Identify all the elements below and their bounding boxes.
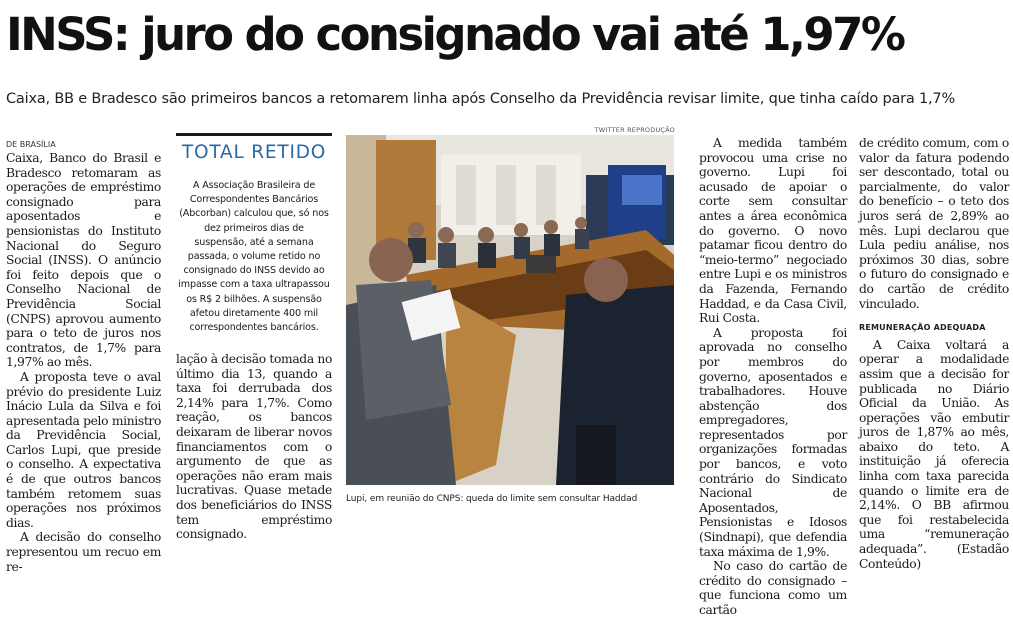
box-text: A Associação Brasileira de Correspondentes Bancários (Abcorban) calculou que, só nos dez primeiros dias de suspensão, até a semana passada, o volume retido no consignado do INSS devido ao impasse com a taxa ultrapassou os R$ 2 bilhões. A suspensão afetou diretamente 400 mil correspondentes bancários. — [178, 180, 330, 334]
box-title: TOTAL RETIDO — [181, 142, 327, 163]
article-column-3 — [699, 136, 847, 618]
paragraph: Caixa, Banco do Brasil e Bradesco retomaram as operações de empréstimo consignado para aposentados e pensionistas do Instituto Nacional do Seguro Social (INSS). O anúncio foi feito depois que o Conselho Nacional de Previdência Social (CNPS) aprovou aumento para o teto de juros nos contratos, de 1,7% para 1,97% ao mês. — [6, 151, 161, 370]
headline: INSS: juro do consignado vai até 1,97% — [6, 8, 904, 61]
article-column-2 — [176, 352, 332, 542]
article-column-1 — [6, 151, 161, 574]
paragraph: A proposta teve o aval prévio do presidente Luiz Inácio Lula da Silva e foi apresentada pelo ministro da Previdência Social, Carlos Lupi, que preside o conselho. A expectativa é de que outros bancos também retomem suas operações nos próximos dias. — [6, 369, 161, 530]
section-subtitle: REMUNERAÇÃO ADEQUADA — [859, 323, 986, 333]
paragraph: A proposta foi aprovada no conselho por membros do governo, aposentados e trabalhadores. Houve abstenção dos empregadores, representados por organizações formadas por bancos, e voto contrário do Sindicato Nacional de Aposentados, Pensionistas e Idosos (Sindnapi), que defendia taxa máxima de 1,9%. — [699, 325, 847, 559]
paragraph: lação à decisão tomada no último dia 13, quando a taxa foi derrubada dos 2,14% para 1,7%. Como reação, os bancos deixaram de liberar novos financiamentos com o argumento de que as operações não eram mais lucrativas. Quase metade dos beneficiários do INSS tem empréstimo consignado. — [176, 352, 332, 542]
photo-caption: Lupi, em reunião do CNPS: queda do limite sem consultar Haddad — [346, 494, 638, 504]
photo-credit: TWITTER REPRODUÇÃO — [594, 126, 675, 134]
paragraph: No caso do cartão de crédito do consignado – que funciona como um cartão — [699, 559, 847, 617]
meeting-photo — [346, 135, 674, 485]
paragraph: A medida também provocou uma crise no governo. Lupi foi acusado de apoiar o corte sem consultar antes a área econômica do governo. O novo patamar ficou dentro do “meio-termo” negociado entre Lupi e os ministros da Fazenda, Fernando Haddad, e da Casa Civil, Rui Costa. — [699, 136, 847, 326]
paragraph: de crédito comum, com o valor da fatura podendo ser descontado, total ou parcialmente, do valor do benefício – o teto dos juros será de 2,89% ao mês. Lupi declarou que Lula pediu análise, nos próximos 30 dias, sobre o futuro do consignado e do cartão de crédito vinculado. — [859, 136, 1009, 311]
box-top-rule — [176, 133, 332, 136]
dateline: DE BRASÍLIA — [6, 140, 56, 149]
subheadline: Caixa, BB e Bradesco são primeiros bancos a retomarem linha após Conselho da Previdência revisar limite, que tinha caído para 1,7% — [6, 91, 956, 107]
paragraph: A Caixa voltará a operar a modalidade assim que a decisão for publicada no Diário Oficial da União. As operações vão embutir juros de 1,87% ao mês, abaixo do teto. A instituição já oferecia linha com taxa parecida quando o limite era de 2,14%. O BB afirmou que foi restabelecida uma “remuneração adequada”. (Estadão Conteúdo) — [859, 337, 1009, 571]
article-column-4 — [859, 136, 1009, 571]
paragraph: A decisão do conselho representou um recuo em re- — [6, 530, 161, 574]
